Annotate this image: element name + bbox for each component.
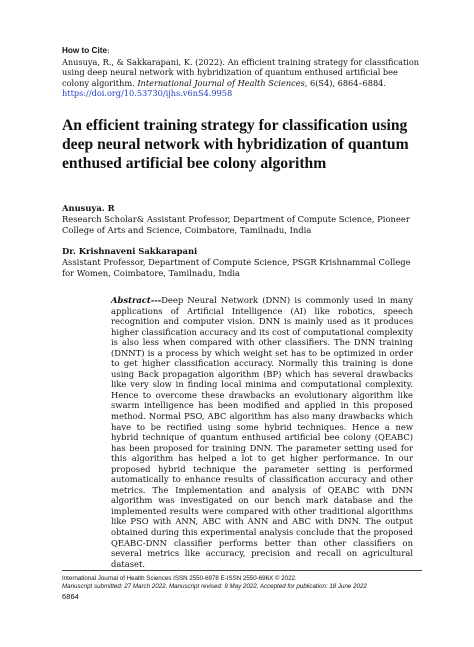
author-name: Anusuya. R xyxy=(62,203,115,213)
citation-volume: , 6(S4), 6864–6884. xyxy=(304,77,386,88)
paper-title: An efficient training strategy for classification using deep neural network with hybridization of quantum enthused artificial bee colony algorithm xyxy=(62,117,409,172)
page-footer xyxy=(62,570,422,601)
footer-submission-line: Manuscript submitted: 27 March 2022, Manuscript revised: 9 May 2022, Accepted for publication: 18 June 2022 xyxy=(62,583,367,591)
author-entry xyxy=(62,246,422,279)
abstract-text: Deep Neural Network (DNN) is commonly used in many applications of Artificial Intelligence (AI) like robotics, speech recognition and computer vision. DNN is mainly used as it produces higher classification accuracy and its cost of computational complexity is also less when compared with other classifiers. The DNN training (DNNT) is a process by which weight set has to be optimized in order to get higher classification accuracy. Normally this training is done using Back propagation algorithm (BP) which has several drawbacks like very slow in finding local minima and computational complexity. Hence to overcome these drawbacks an evolutionary algorithm like swarm intelligence has been modified and applied in this proposed method. Normal PSO, ABC algorithm has also many drawbacks which have to be rectified using some hybrid techniques. Hence a new hybrid technique of quantum enthused artificial bee colony (QEABC) has been proposed for training DNN. The parameter setting used for this algorithm has helped a lot to get higher performance. In our proposed hybrid technique the parameter setting is performed automatically to enhance results of classification accuracy and other metrics. The Implementation and analysis of QEABC with DNN algorithm was investigated on our bench mark database and the implemented results were compared with other traditional algorithms like PSO with ANN, ABC with ANN and ABC with DNN. The output obtained during this experimental analysis conclude that the proposed QEABC-DNN classifier performs better than other classifiers on several metrics like accuracy, precision and recall on agricultural dataset. xyxy=(111,295,413,569)
citation-block: How to Cite: Anusuya, R., & Sakkarapani, K. (2022). An efficient training strategy for classification using deep neural network with hybridization of quantum enthused artificial bee colony algorithm. International Journal of Health Sciences, 6(S4), 6864–6884. https://doi.org/10.53730/ijhs.v6nS4.9958 xyxy=(62,45,422,99)
abstract xyxy=(111,295,413,569)
author-entry xyxy=(62,203,422,236)
doi-link[interactable]: https://doi.org/10.53730/ijhs.v6nS4.9958 xyxy=(62,88,233,99)
citation-label: How to Cite xyxy=(62,46,108,55)
page-number: 6864 xyxy=(62,591,79,601)
citation-journal: International Journal of Health Sciences xyxy=(137,77,305,88)
author-list xyxy=(62,203,422,289)
author-affiliation: Research Scholar& Assistant Professor, Department of Compute Science, Pioneer College of Arts and Science, Coimbatore, Tamilnadu, India xyxy=(62,214,410,235)
author-affiliation: Assistant Professor, Department of Compute Science, PSGR Krishnammal College for Women, Coimbatore, Tamilnadu, India xyxy=(62,257,411,278)
abstract-label: Abstract--- xyxy=(111,295,162,305)
author-name: Dr. Krishnaveni Sakkarapani xyxy=(62,246,198,256)
footer-journal-line: International Journal of Health Sciences ISSN 2550-6978 E-ISSN 2550-696X © 2022. xyxy=(62,575,297,582)
citation-text xyxy=(62,57,422,89)
citation-line: Anusuya, R., & Sakkarapani, K. (2022). An efficient training strategy for classification using deep neural network with hybridization of quantum enthused artificial bee colony algorithm. xyxy=(62,56,420,88)
